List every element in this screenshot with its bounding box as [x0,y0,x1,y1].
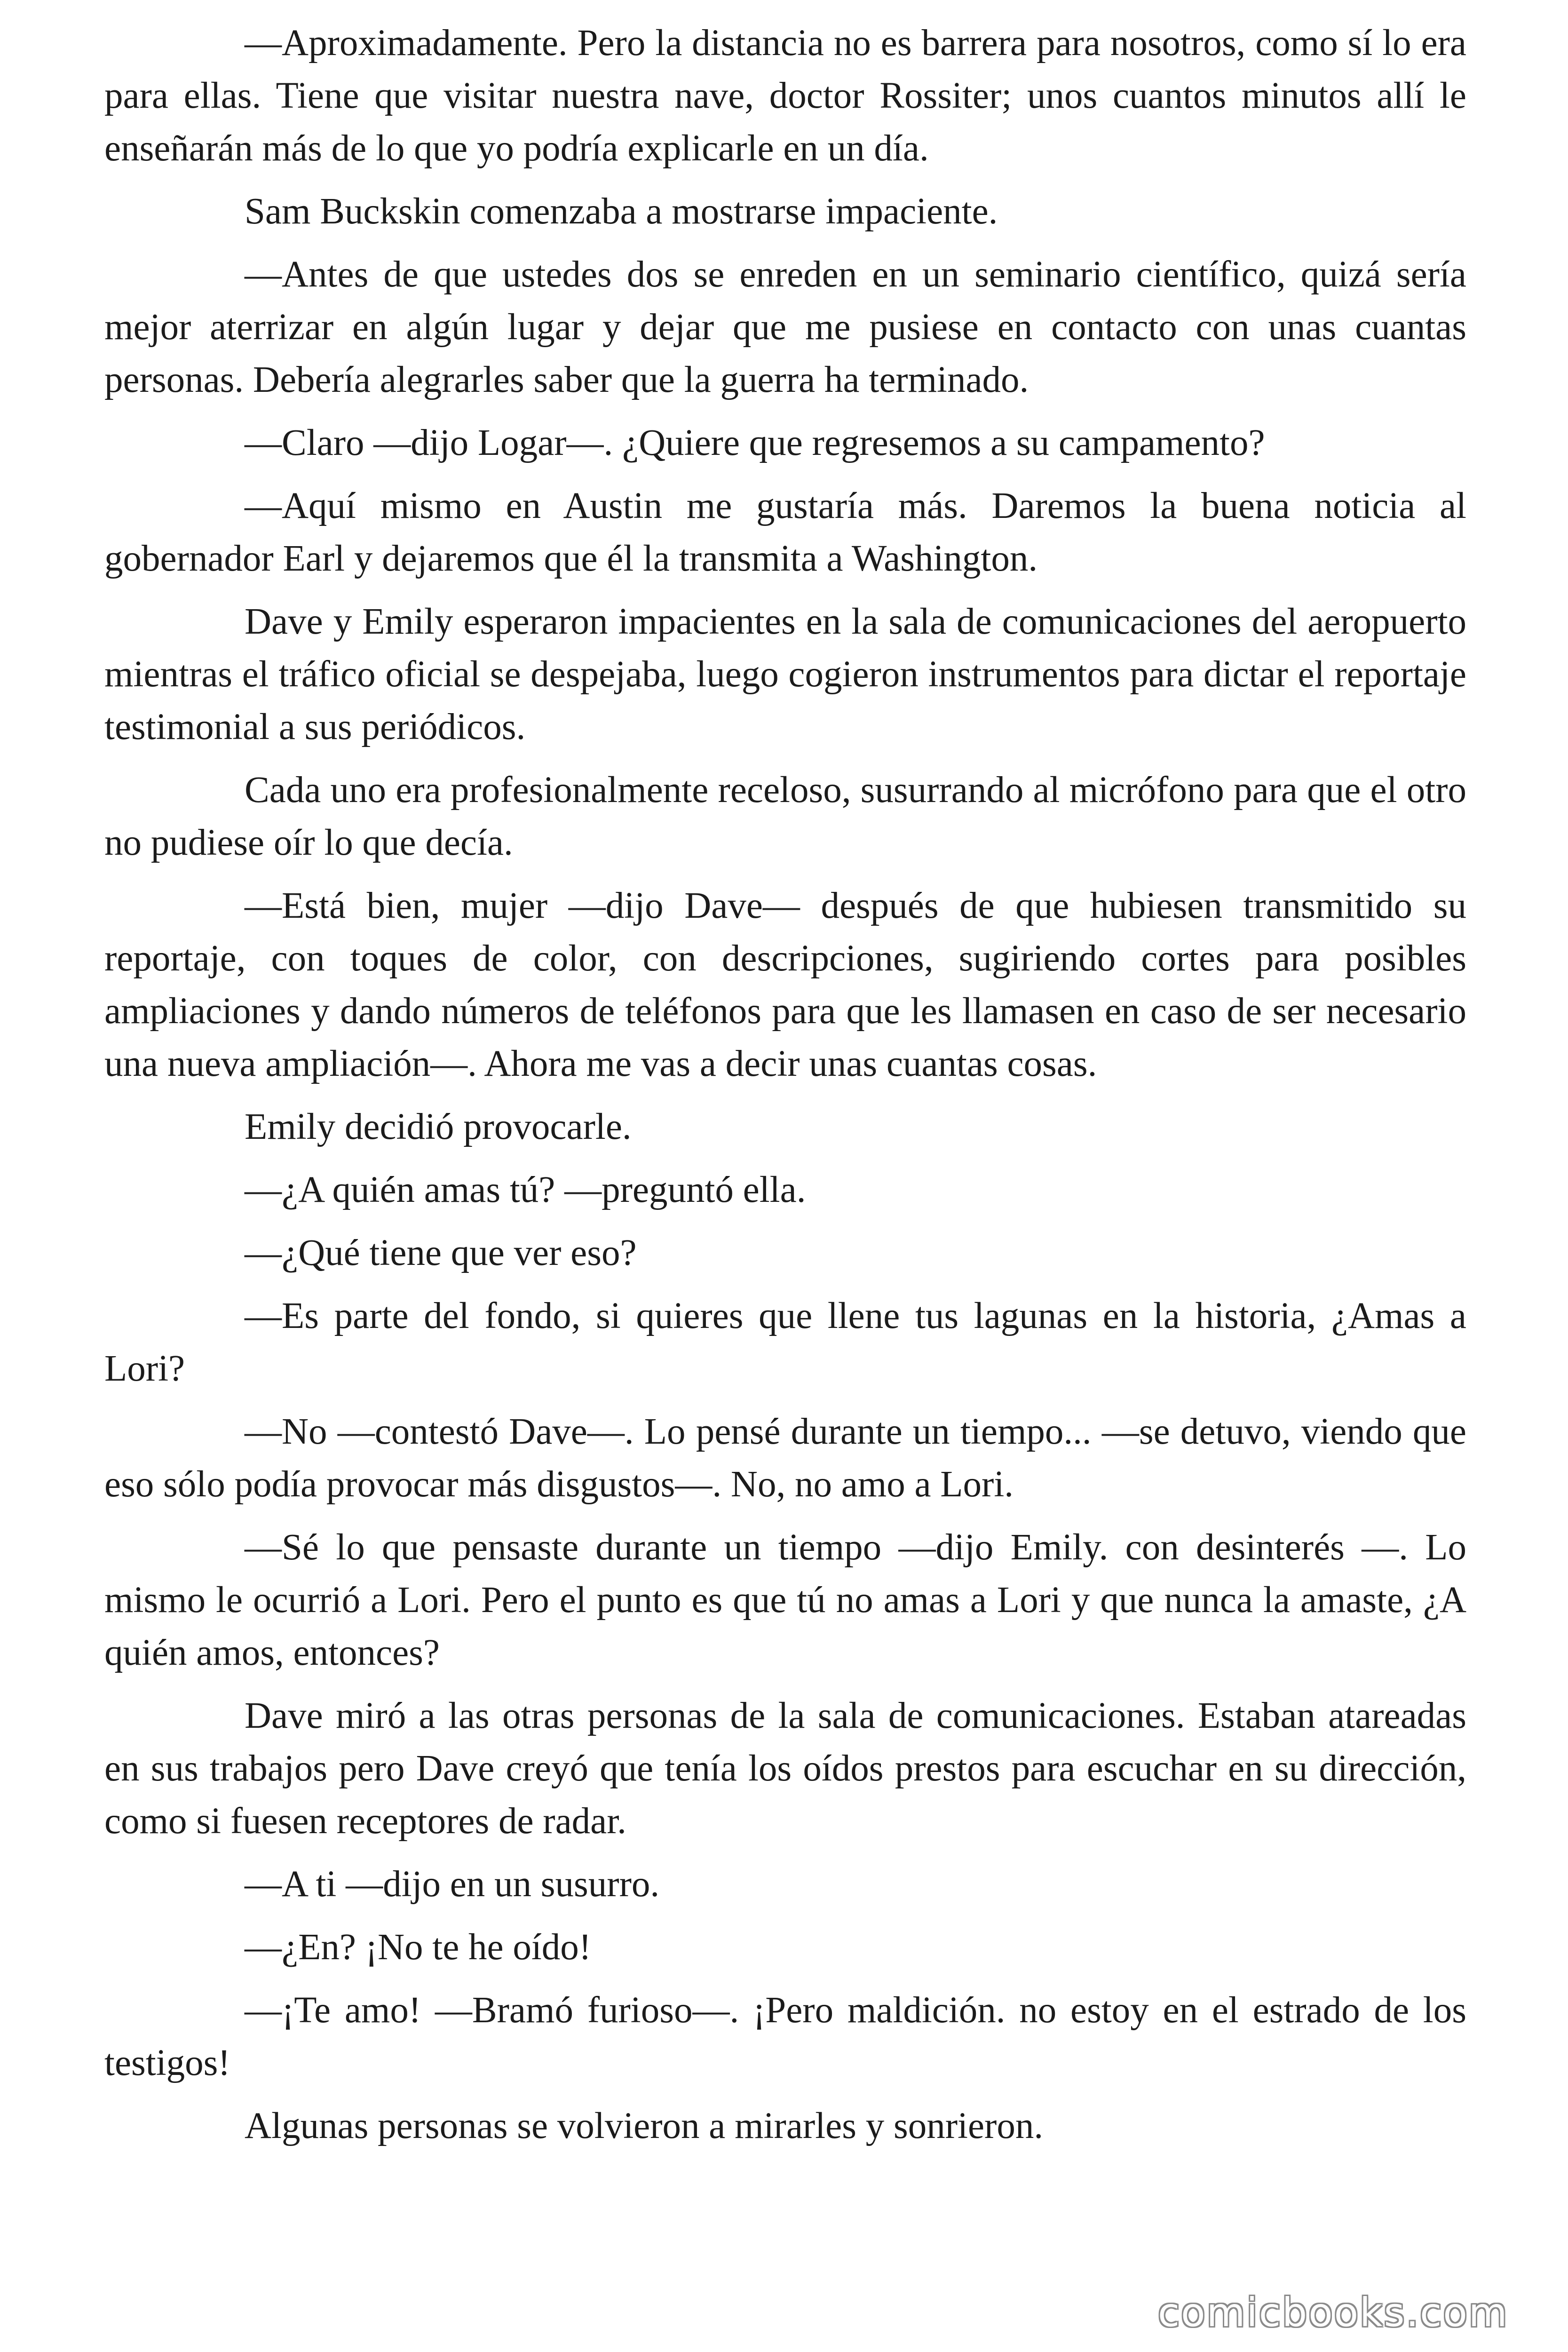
paragraph: —Aquí mismo en Austin me gustaría más. Daremos la buena noticia al gobernador Earl y dejaremos que él la transmita a Washington. [104,485,1466,579]
paragraph: —Sé lo que pensaste durante un tiempo —dijo Emily. con desinterés —. Lo mismo le ocurrió a Lori. Pero el punto es que tú no amas a Lori y que nunca la amaste, ¿A quién amos, entonces? [104,1527,1466,1673]
paragraph: Sam Buckskin comenzaba a mostrarse impaciente. [245,191,998,232]
paragraph: —Es parte del fondo, si quieres que llene tus lagunas en la historia, ¿Amas a Lori? [104,1295,1466,1389]
paragraph: —¿En? ¡No te he oído! [245,1927,592,1968]
paragraph: —¿A quién amas tú? —preguntó ella. [245,1169,806,1210]
paragraph: —Está bien, mujer —dijo Dave— después de que hubiesen transmitido su reportaje, con toques de color, con descripciones, sugiriendo cortes para posibles ampliaciones y dando números de teléfonos para que les llamasen en caso de ser necesario una nueva ampliación—. Ahora me vas a decir unas cuantas cosas. [104,885,1466,1084]
paragraph: —Claro —dijo Logar—. ¿Quiere que regresemos a su campamento? [245,422,1265,463]
paragraph: —¿Qué tiene que ver eso? [245,1232,637,1273]
paragraph: Emily decidió provocarle. [245,1106,632,1147]
paragraph: Cada uno era profesionalmente receloso, susurrando al micrófono para que el otro no pudiese oír lo que decía. [104,770,1466,863]
paragraph: —Antes de que ustedes dos se enreden en un seminario científico, quizá sería mejor aterrizar en algún lugar y dejar que me pusiese en contacto con unas cuantas personas. Debería alegrarles saber que la guerra ha terminado. [104,254,1466,400]
paragraph: —¡Te amo! —Bramó furioso—. ¡Pero maldición. no estoy en el estrado de los testigos! [104,1990,1466,2083]
paragraph: —No —contestó Dave—. Lo pensé durante un tiempo... —se detuvo, viendo que eso sólo podía provocar más disgustos—. No, no amo a Lori. [104,1411,1466,1505]
paragraph: Dave miró a las otras personas de la sala de comunicaciones. Estaban atareadas en sus trabajos pero Dave creyó que tenía los oídos prestos para escuchar en su dirección, como si fuesen receptores de radar. [104,1695,1466,1842]
paragraph: Dave y Emily esperaron impacientes en la sala de comunicaciones del aeropuerto mientras el tráfico oficial se despejaba, luego cogieron instrumentos para dictar el reportaje testimonial a sus periódicos. [104,601,1466,747]
paragraph: —Aproximadamente. Pero la distancia no es barrera para nosotros, como sí lo era para ellas. Tiene que visitar nuestra nave, doctor Rossiter; unos cuantos minutos allí le enseñarán más de lo que yo podría explicarle en un día. [104,23,1466,169]
paragraph: Algunas personas se volvieron a mirarles y sonrieron. [245,2106,1044,2146]
paragraph: —A ti —dijo en un susurro. [245,1864,660,1905]
book-page-text [104,17,1466,2153]
watermark: comicbooks.com [1158,2289,1509,2336]
